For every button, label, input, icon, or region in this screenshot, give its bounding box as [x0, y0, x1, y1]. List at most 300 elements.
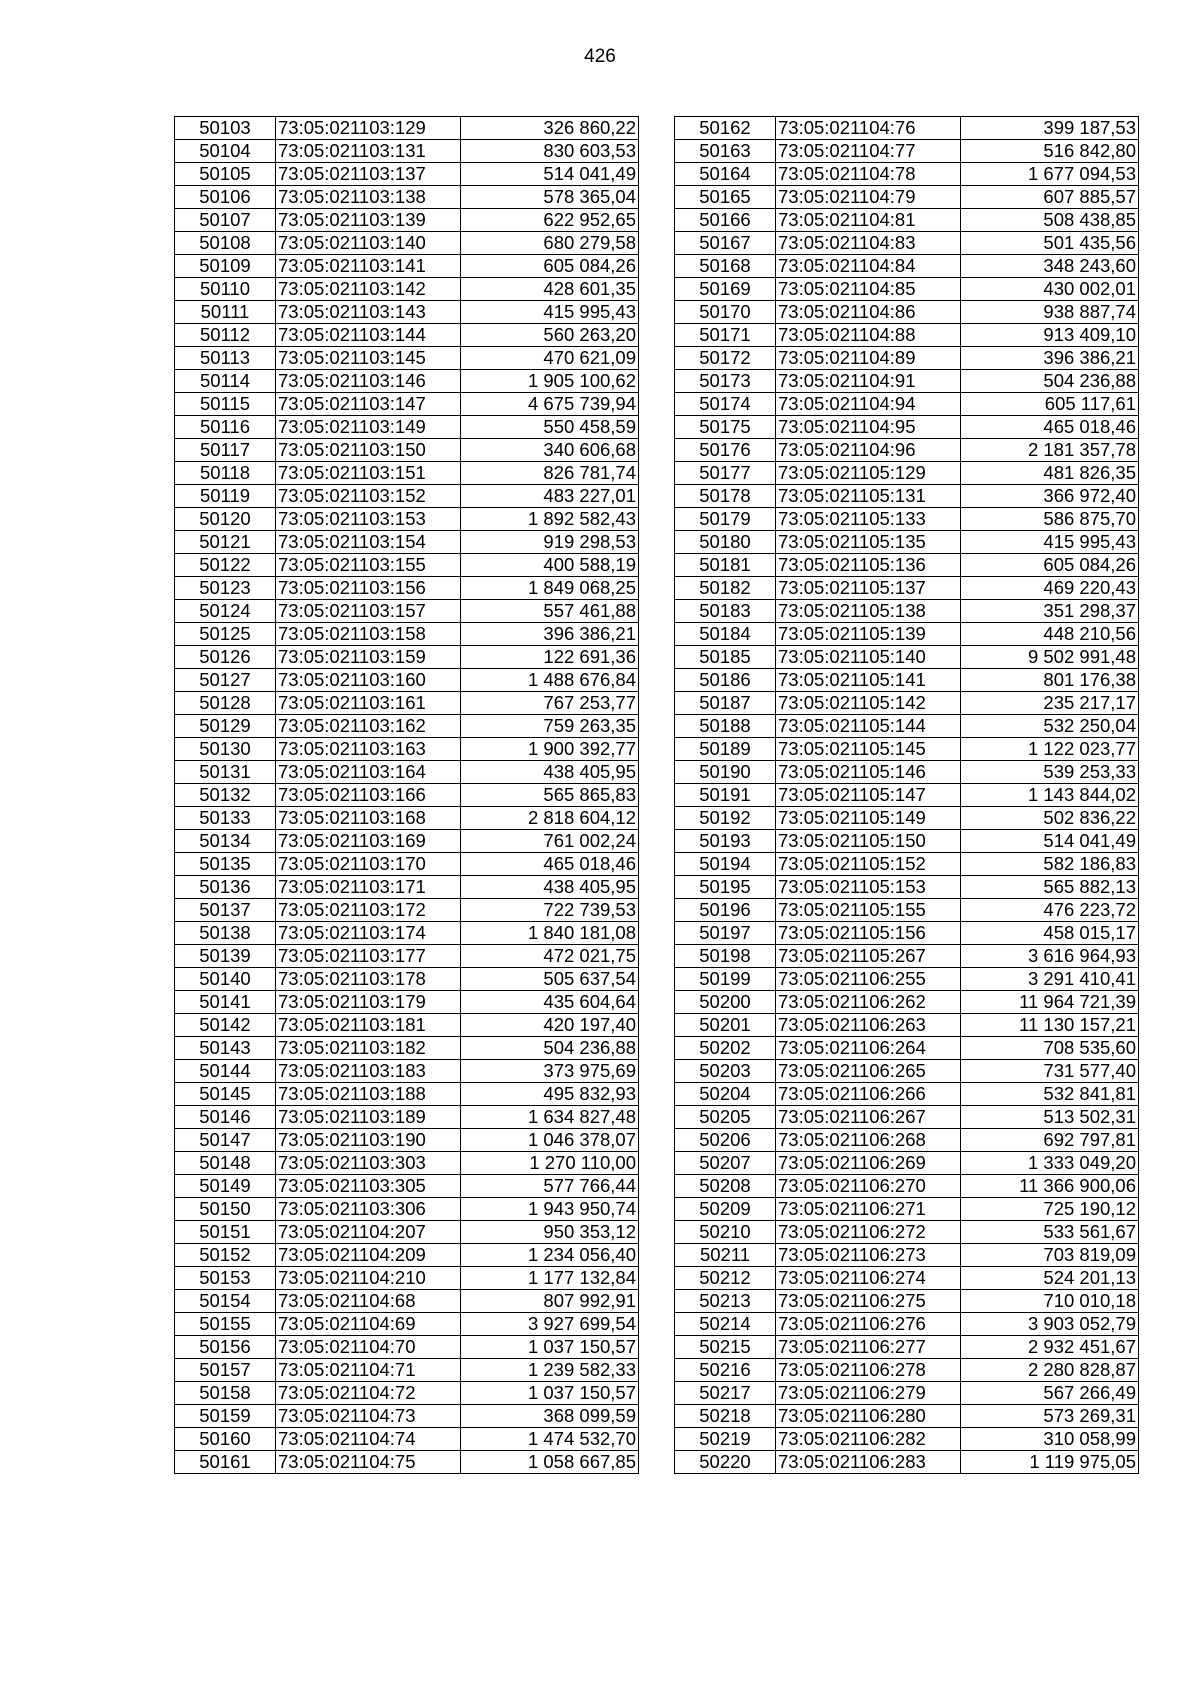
cadastral-value-cell: 505 637,54	[461, 968, 639, 991]
cadastral-value-cell: 532 841,81	[961, 1083, 1139, 1106]
table-row	[675, 1428, 1139, 1451]
cadastral-value-table-left	[174, 116, 639, 1474]
table-row	[175, 922, 639, 945]
row-number-cell: 50105	[175, 163, 276, 186]
cadastral-value-cell: 560 263,20	[461, 324, 639, 347]
row-number-cell: 50147	[175, 1129, 276, 1152]
table-row	[675, 439, 1139, 462]
row-number-cell: 50183	[675, 600, 776, 623]
table-row	[675, 324, 1139, 347]
table-row	[175, 876, 639, 899]
cadastral-value-cell: 348 243,60	[961, 255, 1139, 278]
table-row	[675, 600, 1139, 623]
cadastral-value-cell: 605 084,26	[461, 255, 639, 278]
cadastral-value-cell: 950 353,12	[461, 1221, 639, 1244]
cadastral-number-cell: 73:05:021103:150	[276, 439, 461, 462]
row-number-cell: 50177	[675, 462, 776, 485]
table-row	[675, 1106, 1139, 1129]
cadastral-value-cell: 1 239 582,33	[461, 1359, 639, 1382]
table-row	[175, 692, 639, 715]
table-row	[175, 1244, 639, 1267]
table-row	[675, 646, 1139, 669]
cadastral-number-cell: 73:05:021103:158	[276, 623, 461, 646]
cadastral-value-cell: 731 577,40	[961, 1060, 1139, 1083]
row-number-cell: 50216	[675, 1359, 776, 1382]
cadastral-value-cell: 373 975,69	[461, 1060, 639, 1083]
cadastral-value-cell: 605 084,26	[961, 554, 1139, 577]
cadastral-number-cell: 73:05:021105:133	[776, 508, 961, 531]
cadastral-number-cell: 73:05:021103:183	[276, 1060, 461, 1083]
row-number-cell: 50195	[675, 876, 776, 899]
cadastral-number-cell: 73:05:021105:156	[776, 922, 961, 945]
cadastral-value-cell: 11 964 721,39	[961, 991, 1139, 1014]
row-number-cell: 50192	[675, 807, 776, 830]
cadastral-value-cell: 235 217,17	[961, 692, 1139, 715]
cadastral-number-cell: 73:05:021105:149	[776, 807, 961, 830]
cadastral-number-cell: 73:05:021104:85	[776, 278, 961, 301]
row-number-cell: 50120	[175, 508, 276, 531]
table-row	[675, 968, 1139, 991]
table-row	[175, 761, 639, 784]
cadastral-number-cell: 73:05:021103:170	[276, 853, 461, 876]
cadastral-number-cell: 73:05:021103:159	[276, 646, 461, 669]
cadastral-value-cell: 495 832,93	[461, 1083, 639, 1106]
cadastral-number-cell: 73:05:021103:137	[276, 163, 461, 186]
row-number-cell: 50109	[175, 255, 276, 278]
row-number-cell: 50161	[175, 1451, 276, 1474]
cadastral-value-cell: 1 900 392,77	[461, 738, 639, 761]
table-row	[675, 945, 1139, 968]
row-number-cell: 50185	[675, 646, 776, 669]
cadastral-value-cell: 351 298,37	[961, 600, 1139, 623]
table-row	[675, 1313, 1139, 1336]
table-row	[675, 1244, 1139, 1267]
cadastral-number-cell: 73:05:021105:146	[776, 761, 961, 784]
table-row	[175, 1198, 639, 1221]
table-row	[675, 807, 1139, 830]
table-row	[175, 646, 639, 669]
cadastral-value-cell: 2 280 828,87	[961, 1359, 1139, 1382]
table-row	[675, 255, 1139, 278]
cadastral-number-cell: 73:05:021103:166	[276, 784, 461, 807]
cadastral-number-cell: 73:05:021106:264	[776, 1037, 961, 1060]
cadastral-number-cell: 73:05:021104:71	[276, 1359, 461, 1382]
cadastral-value-cell: 122 691,36	[461, 646, 639, 669]
row-number-cell: 50153	[175, 1267, 276, 1290]
cadastral-number-cell: 73:05:021106:265	[776, 1060, 961, 1083]
row-number-cell: 50143	[175, 1037, 276, 1060]
cadastral-value-cell: 472 021,75	[461, 945, 639, 968]
table-row	[175, 439, 639, 462]
cadastral-number-cell: 73:05:021104:91	[776, 370, 961, 393]
row-number-cell: 50217	[675, 1382, 776, 1405]
cadastral-number-cell: 73:05:021105:140	[776, 646, 961, 669]
cadastral-number-cell: 73:05:021106:266	[776, 1083, 961, 1106]
cadastral-number-cell: 73:05:021105:129	[776, 462, 961, 485]
row-number-cell: 50122	[175, 554, 276, 577]
table-row	[175, 1014, 639, 1037]
cadastral-value-cell: 514 041,49	[961, 830, 1139, 853]
table-row	[175, 117, 639, 140]
cadastral-value-cell: 3 927 699,54	[461, 1313, 639, 1336]
row-number-cell: 50146	[175, 1106, 276, 1129]
table-row	[175, 600, 639, 623]
table-row	[175, 577, 639, 600]
cadastral-number-cell: 73:05:021106:269	[776, 1152, 961, 1175]
cadastral-number-cell: 73:05:021106:275	[776, 1290, 961, 1313]
table-row	[175, 393, 639, 416]
cadastral-number-cell: 73:05:021103:163	[276, 738, 461, 761]
cadastral-value-cell: 582 186,83	[961, 853, 1139, 876]
cadastral-number-cell: 73:05:021106:282	[776, 1428, 961, 1451]
row-number-cell: 50141	[175, 991, 276, 1014]
cadastral-value-cell: 396 386,21	[461, 623, 639, 646]
table-row	[675, 1405, 1139, 1428]
cadastral-value-cell: 722 739,53	[461, 899, 639, 922]
cadastral-number-cell: 73:05:021103:169	[276, 830, 461, 853]
cadastral-value-cell: 428 601,35	[461, 278, 639, 301]
cadastral-number-cell: 73:05:021105:153	[776, 876, 961, 899]
table-row	[175, 784, 639, 807]
cadastral-number-cell: 73:05:021105:142	[776, 692, 961, 715]
cadastral-number-cell: 73:05:021105:155	[776, 899, 961, 922]
row-number-cell: 50202	[675, 1037, 776, 1060]
row-number-cell: 50203	[675, 1060, 776, 1083]
row-number-cell: 50184	[675, 623, 776, 646]
cadastral-number-cell: 73:05:021103:303	[276, 1152, 461, 1175]
cadastral-value-cell: 913 409,10	[961, 324, 1139, 347]
table-row	[175, 1037, 639, 1060]
table-row	[175, 715, 639, 738]
cadastral-value-cell: 400 588,19	[461, 554, 639, 577]
cadastral-value-cell: 326 860,22	[461, 117, 639, 140]
cadastral-number-cell: 73:05:021103:305	[276, 1175, 461, 1198]
cadastral-value-cell: 9 502 991,48	[961, 646, 1139, 669]
table-row	[175, 991, 639, 1014]
row-number-cell: 50158	[175, 1382, 276, 1405]
cadastral-value-cell: 396 386,21	[961, 347, 1139, 370]
table-row	[675, 876, 1139, 899]
row-number-cell: 50106	[175, 186, 276, 209]
table-row	[175, 853, 639, 876]
row-number-cell: 50171	[675, 324, 776, 347]
table-row	[175, 968, 639, 991]
table-row	[675, 370, 1139, 393]
cadastral-value-cell: 938 887,74	[961, 301, 1139, 324]
table-row	[675, 301, 1139, 324]
row-number-cell: 50118	[175, 462, 276, 485]
cadastral-value-cell: 533 561,67	[961, 1221, 1139, 1244]
cadastral-value-cell: 586 875,70	[961, 508, 1139, 531]
cadastral-value-cell: 710 010,18	[961, 1290, 1139, 1313]
row-number-cell: 50213	[675, 1290, 776, 1313]
cadastral-number-cell: 73:05:021105:150	[776, 830, 961, 853]
cadastral-number-cell: 73:05:021106:283	[776, 1451, 961, 1474]
cadastral-number-cell: 73:05:021105:144	[776, 715, 961, 738]
cadastral-value-cell: 692 797,81	[961, 1129, 1139, 1152]
cadastral-value-cell: 415 995,43	[961, 531, 1139, 554]
cadastral-value-cell: 703 819,09	[961, 1244, 1139, 1267]
row-number-cell: 50188	[675, 715, 776, 738]
cadastral-value-cell: 469 220,43	[961, 577, 1139, 600]
cadastral-value-cell: 11 366 900,06	[961, 1175, 1139, 1198]
table-row	[675, 1014, 1139, 1037]
cadastral-value-cell: 435 604,64	[461, 991, 639, 1014]
table-row	[675, 1221, 1139, 1244]
cadastral-value-cell: 1 037 150,57	[461, 1382, 639, 1405]
table-row	[675, 1359, 1139, 1382]
table-row	[175, 324, 639, 347]
table-row	[175, 416, 639, 439]
row-number-cell: 50179	[675, 508, 776, 531]
cadastral-number-cell: 73:05:021103:168	[276, 807, 461, 830]
row-number-cell: 50173	[675, 370, 776, 393]
cadastral-number-cell: 73:05:021103:142	[276, 278, 461, 301]
cadastral-value-cell: 1 488 676,84	[461, 669, 639, 692]
cadastral-value-cell: 516 842,80	[961, 140, 1139, 163]
row-number-cell: 50204	[675, 1083, 776, 1106]
cadastral-value-cell: 578 365,04	[461, 186, 639, 209]
row-number-cell: 50133	[175, 807, 276, 830]
cadastral-number-cell: 73:05:021105:137	[776, 577, 961, 600]
row-number-cell: 50212	[675, 1267, 776, 1290]
table-row	[175, 1060, 639, 1083]
row-number-cell: 50176	[675, 439, 776, 462]
row-number-cell: 50127	[175, 669, 276, 692]
cadastral-number-cell: 73:05:021106:263	[776, 1014, 961, 1037]
cadastral-number-cell: 73:05:021104:89	[776, 347, 961, 370]
cadastral-value-cell: 508 438,85	[961, 209, 1139, 232]
row-number-cell: 50170	[675, 301, 776, 324]
cadastral-value-cell: 514 041,49	[461, 163, 639, 186]
cadastral-value-cell: 504 236,88	[961, 370, 1139, 393]
cadastral-number-cell: 73:05:021103:129	[276, 117, 461, 140]
row-number-cell: 50163	[675, 140, 776, 163]
cadastral-value-cell: 1 677 094,53	[961, 163, 1139, 186]
cadastral-number-cell: 73:05:021103:143	[276, 301, 461, 324]
cadastral-number-cell: 73:05:021103:190	[276, 1129, 461, 1152]
cadastral-value-cell: 573 269,31	[961, 1405, 1139, 1428]
cadastral-value-cell: 415 995,43	[461, 301, 639, 324]
cadastral-number-cell: 73:05:021104:74	[276, 1428, 461, 1451]
cadastral-number-cell: 73:05:021103:141	[276, 255, 461, 278]
table-row	[175, 1129, 639, 1152]
cadastral-value-cell: 565 882,13	[961, 876, 1139, 899]
table-row	[175, 163, 639, 186]
table-row	[675, 186, 1139, 209]
cadastral-number-cell: 73:05:021103:149	[276, 416, 461, 439]
row-number-cell: 50166	[675, 209, 776, 232]
table-row	[675, 140, 1139, 163]
cadastral-number-cell: 73:05:021104:77	[776, 140, 961, 163]
row-number-cell: 50130	[175, 738, 276, 761]
row-number-cell: 50148	[175, 1152, 276, 1175]
cadastral-number-cell: 73:05:021103:131	[276, 140, 461, 163]
row-number-cell: 50103	[175, 117, 276, 140]
cadastral-number-cell: 73:05:021103:157	[276, 600, 461, 623]
cadastral-number-cell: 73:05:021103:155	[276, 554, 461, 577]
cadastral-value-cell: 1 037 150,57	[461, 1336, 639, 1359]
table-row	[175, 1405, 639, 1428]
cadastral-value-cell: 532 250,04	[961, 715, 1139, 738]
cadastral-value-cell: 807 992,91	[461, 1290, 639, 1313]
cadastral-value-cell: 4 675 739,94	[461, 393, 639, 416]
cadastral-number-cell: 73:05:021103:151	[276, 462, 461, 485]
cadastral-value-cell: 2 181 357,78	[961, 439, 1139, 462]
table-row	[675, 485, 1139, 508]
cadastral-number-cell: 73:05:021103:156	[276, 577, 461, 600]
table-row	[675, 577, 1139, 600]
table-row	[175, 830, 639, 853]
cadastral-number-cell: 73:05:021106:267	[776, 1106, 961, 1129]
table-row	[175, 232, 639, 255]
row-number-cell: 50132	[175, 784, 276, 807]
cadastral-number-cell: 73:05:021103:181	[276, 1014, 461, 1037]
cadastral-number-cell: 73:05:021104:95	[776, 416, 961, 439]
row-number-cell: 50113	[175, 347, 276, 370]
table-row	[175, 508, 639, 531]
row-number-cell: 50215	[675, 1336, 776, 1359]
row-number-cell: 50128	[175, 692, 276, 715]
table-row	[675, 393, 1139, 416]
table-row	[675, 163, 1139, 186]
cadastral-number-cell: 73:05:021103:171	[276, 876, 461, 899]
cadastral-number-cell: 73:05:021103:153	[276, 508, 461, 531]
cadastral-value-cell: 826 781,74	[461, 462, 639, 485]
cadastral-value-cell: 567 266,49	[961, 1382, 1139, 1405]
cadastral-value-cell: 465 018,46	[961, 416, 1139, 439]
table-row	[675, 1336, 1139, 1359]
cadastral-value-cell: 680 279,58	[461, 232, 639, 255]
cadastral-number-cell: 73:05:021105:138	[776, 600, 961, 623]
cadastral-number-cell: 73:05:021105:152	[776, 853, 961, 876]
table-row	[675, 1267, 1139, 1290]
row-number-cell: 50129	[175, 715, 276, 738]
cadastral-number-cell: 73:05:021104:210	[276, 1267, 461, 1290]
table-row	[175, 623, 639, 646]
cadastral-value-cell: 605 117,61	[961, 393, 1139, 416]
cadastral-number-cell: 73:05:021104:75	[276, 1451, 461, 1474]
cadastral-number-cell: 73:05:021103:177	[276, 945, 461, 968]
cadastral-number-cell: 73:05:021104:73	[276, 1405, 461, 1428]
row-number-cell: 50210	[675, 1221, 776, 1244]
table-row	[175, 347, 639, 370]
row-number-cell: 50154	[175, 1290, 276, 1313]
row-number-cell: 50108	[175, 232, 276, 255]
table-row	[175, 255, 639, 278]
cadastral-number-cell: 73:05:021106:255	[776, 968, 961, 991]
row-number-cell: 50140	[175, 968, 276, 991]
cadastral-value-cell: 366 972,40	[961, 485, 1139, 508]
row-number-cell: 50164	[675, 163, 776, 186]
row-number-cell: 50208	[675, 1175, 776, 1198]
cadastral-number-cell: 73:05:021103:154	[276, 531, 461, 554]
cadastral-number-cell: 73:05:021106:270	[776, 1175, 961, 1198]
cadastral-number-cell: 73:05:021103:182	[276, 1037, 461, 1060]
cadastral-number-cell: 73:05:021106:271	[776, 1198, 961, 1221]
cadastral-number-cell: 73:05:021104:96	[776, 439, 961, 462]
row-number-cell: 50181	[675, 554, 776, 577]
table-row	[675, 232, 1139, 255]
cadastral-value-cell: 399 187,53	[961, 117, 1139, 140]
cadastral-number-cell: 73:05:021103:139	[276, 209, 461, 232]
cadastral-value-cell: 1 177 132,84	[461, 1267, 639, 1290]
table-row	[175, 738, 639, 761]
cadastral-number-cell: 73:05:021103:164	[276, 761, 461, 784]
row-number-cell: 50178	[675, 485, 776, 508]
table-row	[675, 991, 1139, 1014]
cadastral-number-cell: 73:05:021105:136	[776, 554, 961, 577]
table-row	[675, 669, 1139, 692]
cadastral-number-cell: 73:05:021104:72	[276, 1382, 461, 1405]
cadastral-number-cell: 73:05:021104:68	[276, 1290, 461, 1313]
row-number-cell: 50110	[175, 278, 276, 301]
cadastral-number-cell: 73:05:021103:144	[276, 324, 461, 347]
table-row	[175, 462, 639, 485]
cadastral-value-cell: 458 015,17	[961, 922, 1139, 945]
cadastral-value-cell: 565 865,83	[461, 784, 639, 807]
page-number: 426	[584, 46, 616, 67]
table-row	[675, 209, 1139, 232]
table-row	[675, 416, 1139, 439]
cadastral-value-cell: 1 234 056,40	[461, 1244, 639, 1267]
cadastral-number-cell: 73:05:021103:138	[276, 186, 461, 209]
cadastral-number-cell: 73:05:021106:262	[776, 991, 961, 1014]
row-number-cell: 50115	[175, 393, 276, 416]
row-number-cell: 50116	[175, 416, 276, 439]
cadastral-number-cell: 73:05:021106:268	[776, 1129, 961, 1152]
table-row	[175, 370, 639, 393]
table-row	[675, 715, 1139, 738]
row-number-cell: 50155	[175, 1313, 276, 1336]
cadastral-value-cell: 1 943 950,74	[461, 1198, 639, 1221]
cadastral-number-cell: 73:05:021103:147	[276, 393, 461, 416]
cadastral-value-cell: 1 046 378,07	[461, 1129, 639, 1152]
row-number-cell: 50218	[675, 1405, 776, 1428]
row-number-cell: 50126	[175, 646, 276, 669]
cadastral-value-cell: 476 223,72	[961, 899, 1139, 922]
cadastral-value-cell: 470 621,09	[461, 347, 639, 370]
table-row	[675, 1175, 1139, 1198]
row-number-cell: 50139	[175, 945, 276, 968]
table-row	[175, 301, 639, 324]
row-number-cell: 50180	[675, 531, 776, 554]
cadastral-number-cell: 73:05:021104:69	[276, 1313, 461, 1336]
table-row	[175, 899, 639, 922]
table-row	[675, 462, 1139, 485]
cadastral-value-cell: 767 253,77	[461, 692, 639, 715]
cadastral-number-cell: 73:05:021104:76	[776, 117, 961, 140]
row-number-cell: 50187	[675, 692, 776, 715]
table-row	[675, 784, 1139, 807]
row-number-cell: 50136	[175, 876, 276, 899]
cadastral-number-cell: 73:05:021103:178	[276, 968, 461, 991]
cadastral-value-cell: 759 263,35	[461, 715, 639, 738]
cadastral-value-cell: 1 474 532,70	[461, 1428, 639, 1451]
table-row	[675, 278, 1139, 301]
table-row	[175, 1313, 639, 1336]
cadastral-value-cell: 622 952,65	[461, 209, 639, 232]
table-row	[175, 1428, 639, 1451]
cadastral-number-cell: 73:05:021105:145	[776, 738, 961, 761]
table-row	[675, 508, 1139, 531]
cadastral-value-cell: 501 435,56	[961, 232, 1139, 255]
row-number-cell: 50191	[675, 784, 776, 807]
cadastral-value-cell: 340 606,68	[461, 439, 639, 462]
row-number-cell: 50162	[675, 117, 776, 140]
cadastral-value-cell: 11 130 157,21	[961, 1014, 1139, 1037]
table-row	[175, 669, 639, 692]
